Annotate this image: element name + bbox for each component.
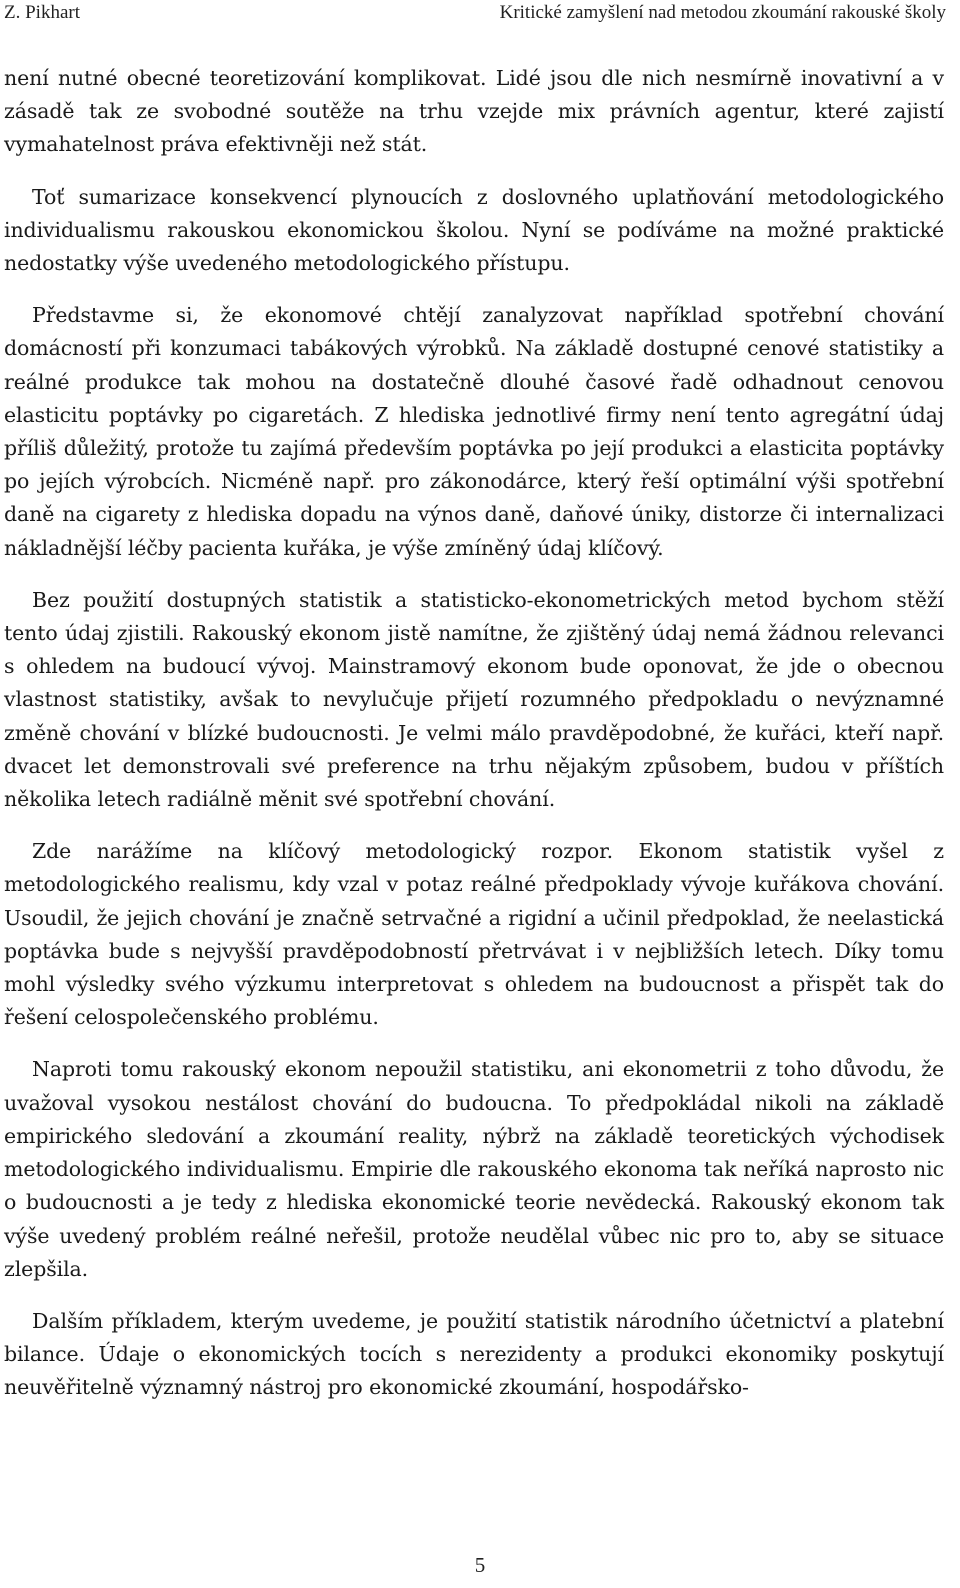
header-title: Kritické zamyšlení nad metodou zkoumání rakouské školy — [499, 2, 946, 23]
paragraph-7: Dalším příkladem, kterým uvedeme, je použití statistik národního účetnictví a platební bilance. Údaje o ekonomických tocích s nerezidenty a produkci ekonomiky poskytují neuvěřitelně významný nástroj pro ekonomické zkoumání, hospodářsko- — [4, 1308, 944, 1400]
paragraph-2: Toť sumarizace konsekvencí plynoucích z doslovného uplatňování metodologického individualismu rakouskou ekonomickou školou. Nyní se podíváme na možné praktické nedostatky výše uvedeného metodologického přístupu. — [4, 184, 944, 276]
paragraph-5: Zde narážíme na klíčový metodologický rozpor. Ekonom statistik vyšel z metodologického realismu, kdy vzal v potaz reálné předpoklady vývoje kuřákova chování. Usoudil, že jejich chování je značně setrvačné a rigidní a učinil předpoklad, že neelastická poptávka bude s nejvyšší pravděpodobností přetrvávat i v nejbližších letech. Díky tomu mohl výsledky svého výzkumu interpretovat s ohledem na budoucnost a přispět tak do řešení celospolečenského problému. — [4, 839, 944, 1030]
header-author: Z. Pikhart — [4, 2, 80, 23]
paragraph-4: Bez použití dostupných statistik a statisticko-ekonometrických metod bychom stěží tento údaj zjistili. Rakouský ekonom jistě namítne, že zjištěný údaj nemá žádnou relevanci s ohledem na budoucí vývoj. Mainstramový ekonom bude oponovat, že jde o obecnou vlastnost statistiky, avšak to nevylučuje přijetí rozumného předpokladu o nevýznamné změně chování v blízké budoucnosti. Je velmi málo pravděpodobné, že kuřáci, kteří např. dvacet let demonstrovali své preference na trhu nějakým způsobem, budou v příštích několika letech radiálně měnit své spotřební chování. — [4, 587, 944, 812]
paragraph-1: není nutné obecné teoretizování komplikovat. Lidé jsou dle nich nesmírně inovativní a v zásadě tak ze svobodné soutěže na trhu vzejde mix právních agentur, které zajistí vymahatelnost práva efektivněji než stát. — [4, 66, 944, 157]
paragraph-3: Představme si, že ekonomové chtějí zanalyzovat například spotřební chování domácností při konzumaci tabákových výrobků. Na základě dostupné cenové statistiky a reálné produkce tak mohou na dostatečně dlouhé časové řadě odhadnout cenovou elasticitu poptávky po cigaretách. Z hlediska jednotlivé firmy není tento agregátní údaj příliš důležitý, protože tu zajímá především poptávka po její produkci a elasticita poptávky po jejích výrobcích. Nicméně např. pro zákonodárce, který řeší optimální výši spotřební daně na cigarety z hlediska dopadu na výnos daně, daňové úniky, distorze či internalizaci nákladnější léčby pacienta kuřáka, je výše zmíněný údaj klíčový. — [4, 303, 944, 560]
paragraph-6: Naproti tomu rakouský ekonom nepoužil statistiku, ani ekonometrii z toho důvodu, že uvažoval vysokou nestálost chování do budoucna. To předpokládal nikoli na základě empirického sledování a zkoumání reality, nýbrž na základě teoretických východisek metodologického individualismu. Empirie dle rakouského ekonoma tak neříká naprosto nic o budoucnosti a je tedy z hlediska ekonomické teorie nevědecká. Rakouský ekonom tak výše uvedený problém reálné neřešil, protože neudělal vůbec nic pro to, aby se situace zlepšila. — [4, 1057, 944, 1281]
body-text — [4, 62, 944, 1405]
page-number: 5 — [474, 1553, 486, 1577]
running-header — [4, 2, 946, 26]
